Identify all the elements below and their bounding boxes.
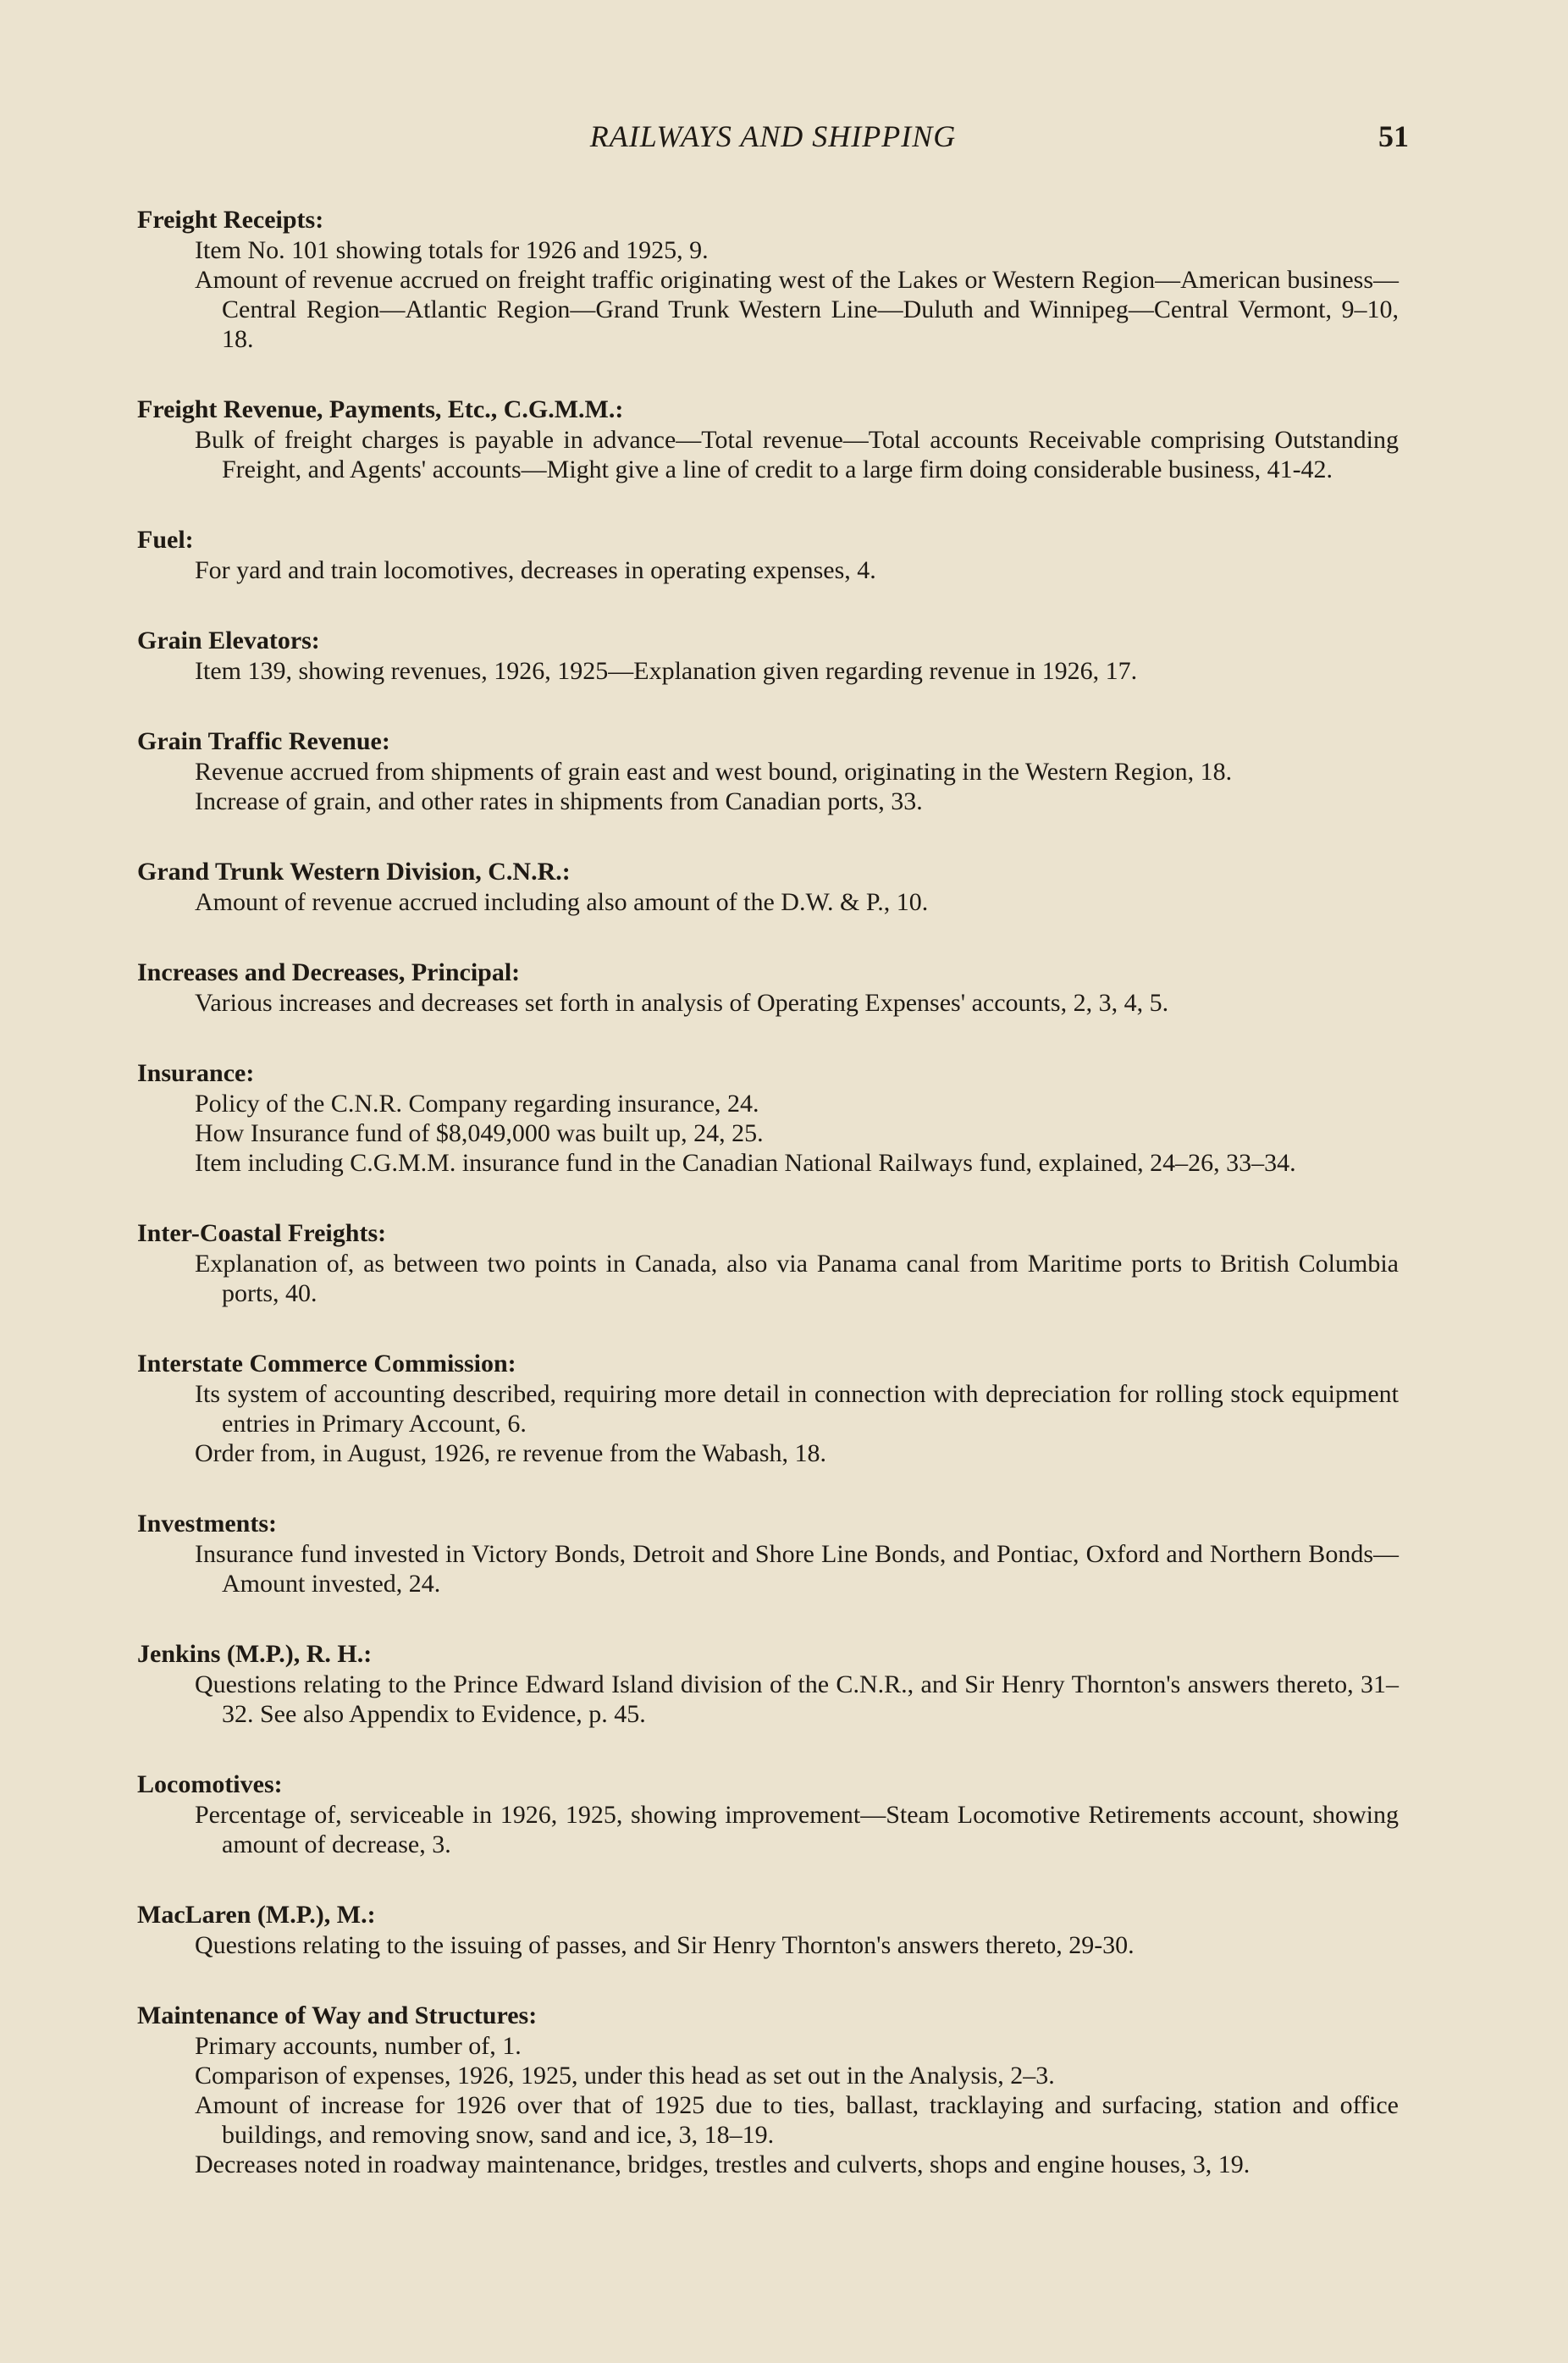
entry-heading: Grand Trunk Western Division, C.N.R.: [137, 858, 571, 886]
entry-subheading: Item including C.G.M.M. insurance fund in the Canadian National Railways fund, explained, 24–26, 33–34. [195, 1149, 1296, 1177]
entry-heading: MacLaren (M.P.), M.: [137, 1901, 376, 1929]
index-entry [137, 205, 1399, 354]
entry-subheading: Increase of grain, and other rates in shipments from Canadian ports, 33. [195, 787, 923, 815]
index-entry [137, 958, 1399, 1018]
entry-subheading: Questions relating to the issuing of passes, and Sir Henry Thornton's answers thereto, 29-30. [195, 1931, 1135, 1959]
index-entry [137, 857, 1399, 917]
entry-subheading: Policy of the C.N.R. Company regarding insurance, 24. [195, 1090, 759, 1118]
entry-heading: Jenkins (M.P.), R. H.: [137, 1640, 373, 1668]
entry-subheading: Order from, in August, 1926, re revenue from the Wabash, 18. [195, 1439, 827, 1467]
entry-subheading: Bulk of freight charges is payable in advance—Total revenue—Total accounts Receivable comprising Outstanding Freight, and Agents' accounts—Might give a line of credit to a large firm doing considerable business, 41-42. [195, 426, 1399, 483]
index-entry [137, 1058, 1399, 1178]
index-entry [137, 395, 1399, 484]
entry-heading: Investments: [137, 1510, 277, 1538]
entry-subheading: Amount of revenue accrued including also amount of the D.W. & P., 10. [195, 888, 929, 916]
entry-heading: Inter-Coastal Freights: [137, 1219, 387, 1247]
entry-subheading: Insurance fund invested in Victory Bonds, Detroit and Shore Line Bonds, and Pontiac, Oxford and Northern Bonds—Amount invested, 24. [195, 1540, 1399, 1598]
index-entry [137, 2001, 1399, 2179]
entry-heading: Locomotives: [137, 1770, 283, 1798]
entry-subheading: Its system of accounting described, requiring more detail in connection with depreciation for rolling stock equipment entries in Primary Account, 6. [195, 1380, 1399, 1438]
index-entry [137, 1349, 1399, 1468]
entry-subheading: For yard and train locomotives, decreases in operating expenses, 4. [195, 556, 876, 584]
entry-subheading: Explanation of, as between two points in Canada, also via Panama canal from Maritime ports to British Columbia ports, 40. [195, 1250, 1399, 1307]
entry-subheading: Amount of revenue accrued on freight traffic originating west of the Lakes or Western Region—American business—Central Region—Atlantic Region—Grand Trunk Western Line—Duluth and Winnipeg—Central Vermont, 9–10, 18. [195, 266, 1399, 353]
entry-heading: Grain Traffic Revenue: [137, 727, 390, 755]
entry-subheading: Percentage of, serviceable in 1926, 1925, showing improvement—Steam Locomotive Retirements account, showing amount of decrease, 3. [195, 1801, 1399, 1858]
page-header [137, 119, 1409, 169]
index-entry [137, 1900, 1399, 1960]
running-head: RAILWAYS AND SHIPPING [589, 119, 957, 153]
index-entry [137, 525, 1399, 585]
entry-subheading: How Insurance fund of $8,049,000 was built up, 24, 25. [195, 1119, 764, 1147]
entry-subheading: Decreases noted in roadway maintenance, bridges, trestles and culverts, shops and engine houses, 3, 19. [195, 2150, 1251, 2178]
entry-heading: Maintenance of Way and Structures: [137, 2001, 538, 2029]
entry-subheading: Revenue accrued from shipments of grain east and west bound, originating in the Western Region, 18. [195, 758, 1233, 786]
entry-heading: Freight Revenue, Payments, Etc., C.G.M.M.: [137, 395, 624, 423]
entry-heading: Interstate Commerce Commission: [137, 1350, 516, 1377]
index-entry [137, 626, 1399, 686]
entry-heading: Increases and Decreases, Principal: [137, 958, 521, 986]
entry-heading: Fuel: [137, 526, 194, 554]
index-entry [137, 1218, 1399, 1308]
entry-subheading: Questions relating to the Prince Edward Island division of the C.N.R., and Sir Henry Thornton's answers thereto, 31–32. See also Appendix to Evidence, p. 45. [195, 1670, 1399, 1728]
page-number: 51 [1378, 119, 1409, 153]
entry-heading: Insurance: [137, 1059, 255, 1087]
entry-subheading: Item No. 101 showing totals for 1926 and 1925, 9. [195, 236, 709, 264]
index-entry [137, 1769, 1399, 1859]
entry-subheading: Item 139, showing revenues, 1926, 1925—Explanation given regarding revenue in 1926, 17. [195, 657, 1138, 685]
entry-heading: Freight Receipts: [137, 206, 324, 234]
entry-heading: Grain Elevators: [137, 627, 320, 654]
entry-subheading: Amount of increase for 1926 over that of 1925 due to ties, ballast, tracklaying and surfacing, station and office buildings, and removing snow, sand and ice, 3, 18–19. [195, 2091, 1399, 2149]
entry-subheading: Primary accounts, number of, 1. [195, 2032, 522, 2060]
entry-subheading: Various increases and decreases set forth in analysis of Operating Expenses' accounts, 2, 3, 4, 5. [195, 989, 1169, 1017]
index-entry [137, 726, 1399, 816]
index-entry [137, 1509, 1399, 1598]
entry-subheading: Comparison of expenses, 1926, 1925, under this head as set out in the Analysis, 2–3. [195, 2062, 1055, 2090]
index-entries [137, 205, 1399, 2220]
index-entry [137, 1639, 1399, 1729]
